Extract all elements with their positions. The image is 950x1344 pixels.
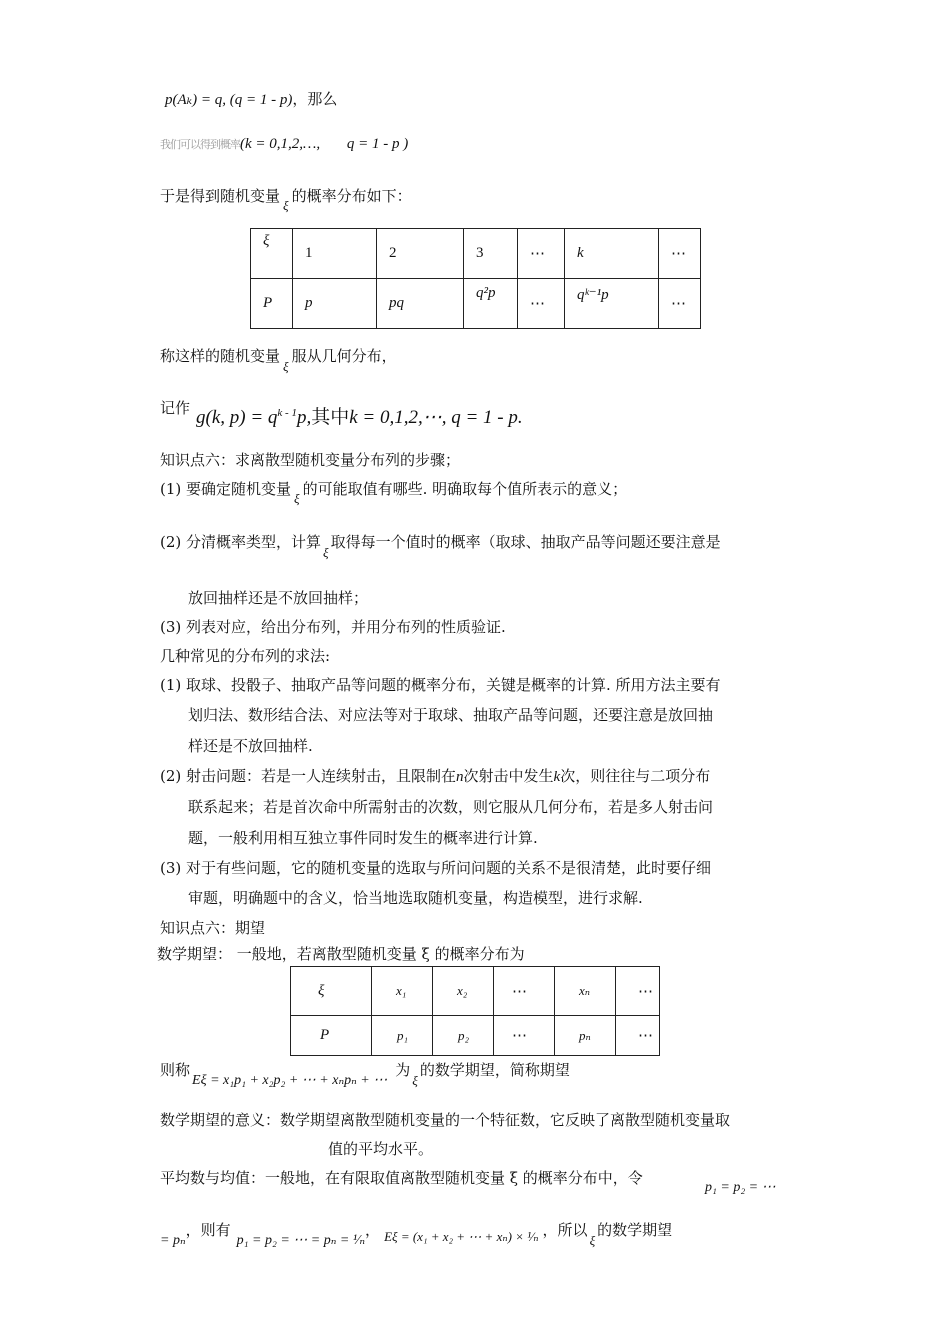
table-header-row xyxy=(251,229,701,279)
formula-k-range: (k = 0,1,2,…, xyxy=(240,136,321,152)
table-cell: ⋯ xyxy=(518,279,565,329)
table-row xyxy=(251,279,701,329)
table-cell: x₁ xyxy=(372,967,433,1016)
common-1-line-3: 样还是不放回抽样. xyxy=(188,737,313,755)
formula-line-2 xyxy=(160,133,408,155)
common-3-line-2: 审题，明确题中的含义，恰当地选取随机变量，构造模型，进行求解. xyxy=(188,889,643,907)
section-title-steps: 知识点六：求离散型随机变量分布列的步骤； xyxy=(160,451,461,469)
table-cell: 1 xyxy=(293,229,377,279)
var-k: k xyxy=(553,769,561,785)
common-2-line-1 xyxy=(160,766,710,787)
table-cell: ⋯ xyxy=(518,229,565,279)
text-geometric xyxy=(160,346,397,374)
table-cell: p₁ xyxy=(372,1016,433,1056)
xi-symbol: ξ xyxy=(283,198,289,213)
table-cell: q²p xyxy=(464,279,518,329)
table-cell: 3 xyxy=(464,229,518,279)
common-2-line-3: 题，一般利用相互独立事件同时发生的概率进行计算. xyxy=(188,829,538,847)
table-cell: ⋯ xyxy=(659,279,701,329)
formula-part: g(k, p) = q xyxy=(196,407,278,428)
text-part: ，所以 xyxy=(542,1221,588,1239)
table-row xyxy=(291,1016,660,1056)
text-part: 次，则往往与二项分布 xyxy=(560,767,711,785)
formula-uniform: p₁ = p₂ = ⋯ = pₙ = ¹⁄ₙ xyxy=(236,1233,366,1248)
expectation-definition: 数学期望： 一般地，若离散型随机变量 ξ 的概率分布为 xyxy=(157,945,525,963)
text-part: 平均数与均值：一般地，在有限取值离散型随机变量 ξ 的概率分布中，令 xyxy=(160,1169,643,1187)
text-part: 的概率分布如下： xyxy=(291,187,412,205)
section-title-common: 几种常见的分布列的求法: xyxy=(160,647,331,665)
table-cell: 2 xyxy=(377,229,464,279)
step-2 xyxy=(160,532,721,560)
table-cell: x₂ xyxy=(433,967,494,1016)
xi-symbol: ξ xyxy=(294,491,300,506)
text-part: (2) 分清概率类型，计算 xyxy=(160,533,322,551)
text-part: 次射击中发生 xyxy=(463,767,554,785)
text-part: ， xyxy=(365,1221,381,1239)
text-part: (1) 要确定随机变量 xyxy=(160,480,292,498)
text-part: 称这样的随机变量 xyxy=(160,347,281,365)
text-distribution-intro xyxy=(160,186,412,213)
formula-mean: Eξ = (x₁ + x₂ + ⋯ + xₙ) × ¹⁄ₙ xyxy=(384,1229,539,1244)
table-cell: pq xyxy=(377,279,464,329)
step-1 xyxy=(160,479,628,506)
table-cell: xₙ xyxy=(555,967,616,1016)
formula-equal-probabilities: p₁ = p₂ = ⋯ xyxy=(705,1180,776,1195)
text-part: 的数学期望 xyxy=(597,1221,673,1239)
formula-p-abar: p(Aₖ) = q, (q = 1 - p) xyxy=(165,92,293,108)
average-line-1 xyxy=(160,1168,643,1188)
table-cell: qᵏ⁻¹p xyxy=(565,279,659,329)
expectation-meaning-line-2: 值的平均水平。 xyxy=(328,1140,434,1158)
section-title-expectation: 知识点六：期望 xyxy=(160,919,266,937)
step-3: (3) 列表对应，给出分布列，并用分布列的性质验证. xyxy=(160,618,506,636)
text-part: 则称 xyxy=(160,1061,191,1079)
average-line-2 xyxy=(160,1220,673,1248)
formula-part: k = 0,1,2,⋯, q = 1 - p. xyxy=(349,407,523,428)
table-cell: p xyxy=(293,279,377,329)
table-cell: ⋯ xyxy=(659,229,701,279)
table-cell: ⋯ xyxy=(494,967,555,1016)
xi-symbol: ξ xyxy=(283,359,289,374)
xi-symbol: ξ xyxy=(412,1073,418,1088)
formula-part: p, xyxy=(296,407,312,428)
formula-geometric xyxy=(196,406,523,430)
table-cell: p₂ xyxy=(433,1016,494,1056)
step-2-continued: 放回抽样还是不放回抽样； xyxy=(188,589,369,607)
formula-sup: k - 1 xyxy=(277,407,297,419)
text-part: 取得每一个值时的概率（取球、抽取产品等问题还要注意是 xyxy=(330,533,721,551)
common-1-line-1: (1) 取球、投骰子、抽取产品等问题的概率分布，关键是概率的计算. 所用方法主要有 xyxy=(160,676,721,694)
table-header-row xyxy=(291,967,660,1016)
table-cell: ⋯ xyxy=(616,1016,660,1056)
formula-expectation: Eξ = x₁p₁ + x₂p₂ + ⋯ + xₙpₙ + ⋯ xyxy=(192,1073,388,1088)
table-cell: P xyxy=(251,279,293,329)
table-cell: ⋯ xyxy=(616,967,660,1016)
expectation-formula-line xyxy=(160,1060,570,1088)
common-2-line-2: 联系起来；若是首次命中所需射击的次数，则它服从几何分布，若是多人射击问 xyxy=(188,798,714,816)
var-n: n xyxy=(456,769,464,785)
text-part: 为 xyxy=(395,1061,411,1079)
text-part: 服从几何分布， xyxy=(291,347,397,365)
table-cell: k xyxy=(565,229,659,279)
common-3-line-1: (3) 对于有些问题，它的随机变量的选取与所问问题的关系不是很清楚，此时要仔细 xyxy=(160,859,712,877)
formula-line-1 xyxy=(165,90,337,110)
geometric-distribution-table xyxy=(250,228,701,329)
text-then: ，那么 xyxy=(292,92,338,108)
expectation-distribution-table xyxy=(290,966,660,1056)
xi-symbol: ξ xyxy=(589,1233,596,1248)
formula-pn: = pₙ xyxy=(160,1233,186,1248)
faint-text: 我们可以得到概率 xyxy=(160,138,240,151)
text-part: (2) 射击问题：若是一人连续射击，且限制在 xyxy=(160,767,457,785)
formula-q: q = 1 - p ) xyxy=(346,136,409,152)
text-part: 记作 xyxy=(160,399,191,417)
text-part: 的可能取值有哪些. 明确取每个值所表示的意义； xyxy=(302,480,628,498)
common-1-line-2: 划归法、数形结合法、对应法等对于取球、抽取产品等问题，还要注意是放回抽 xyxy=(188,706,714,724)
expectation-meaning-line-1: 数学期望的意义：数学期望离散型随机变量的一个特征数，它反映了离散型随机变量取 xyxy=(160,1111,731,1129)
table-cell: ξ xyxy=(291,967,372,1016)
table-cell: pₙ xyxy=(555,1016,616,1056)
text-part: 于是得到随机变量 xyxy=(160,187,281,205)
text-part: ，则有 xyxy=(185,1221,231,1239)
xi-symbol: ξ xyxy=(323,545,329,560)
text-part: 其中 xyxy=(311,407,350,428)
text-notation xyxy=(160,398,190,418)
text-part: 的数学期望，简称期望 xyxy=(419,1061,570,1079)
table-cell: P xyxy=(291,1016,372,1056)
table-cell: ξ xyxy=(251,229,293,279)
table-cell: ⋯ xyxy=(494,1016,555,1056)
